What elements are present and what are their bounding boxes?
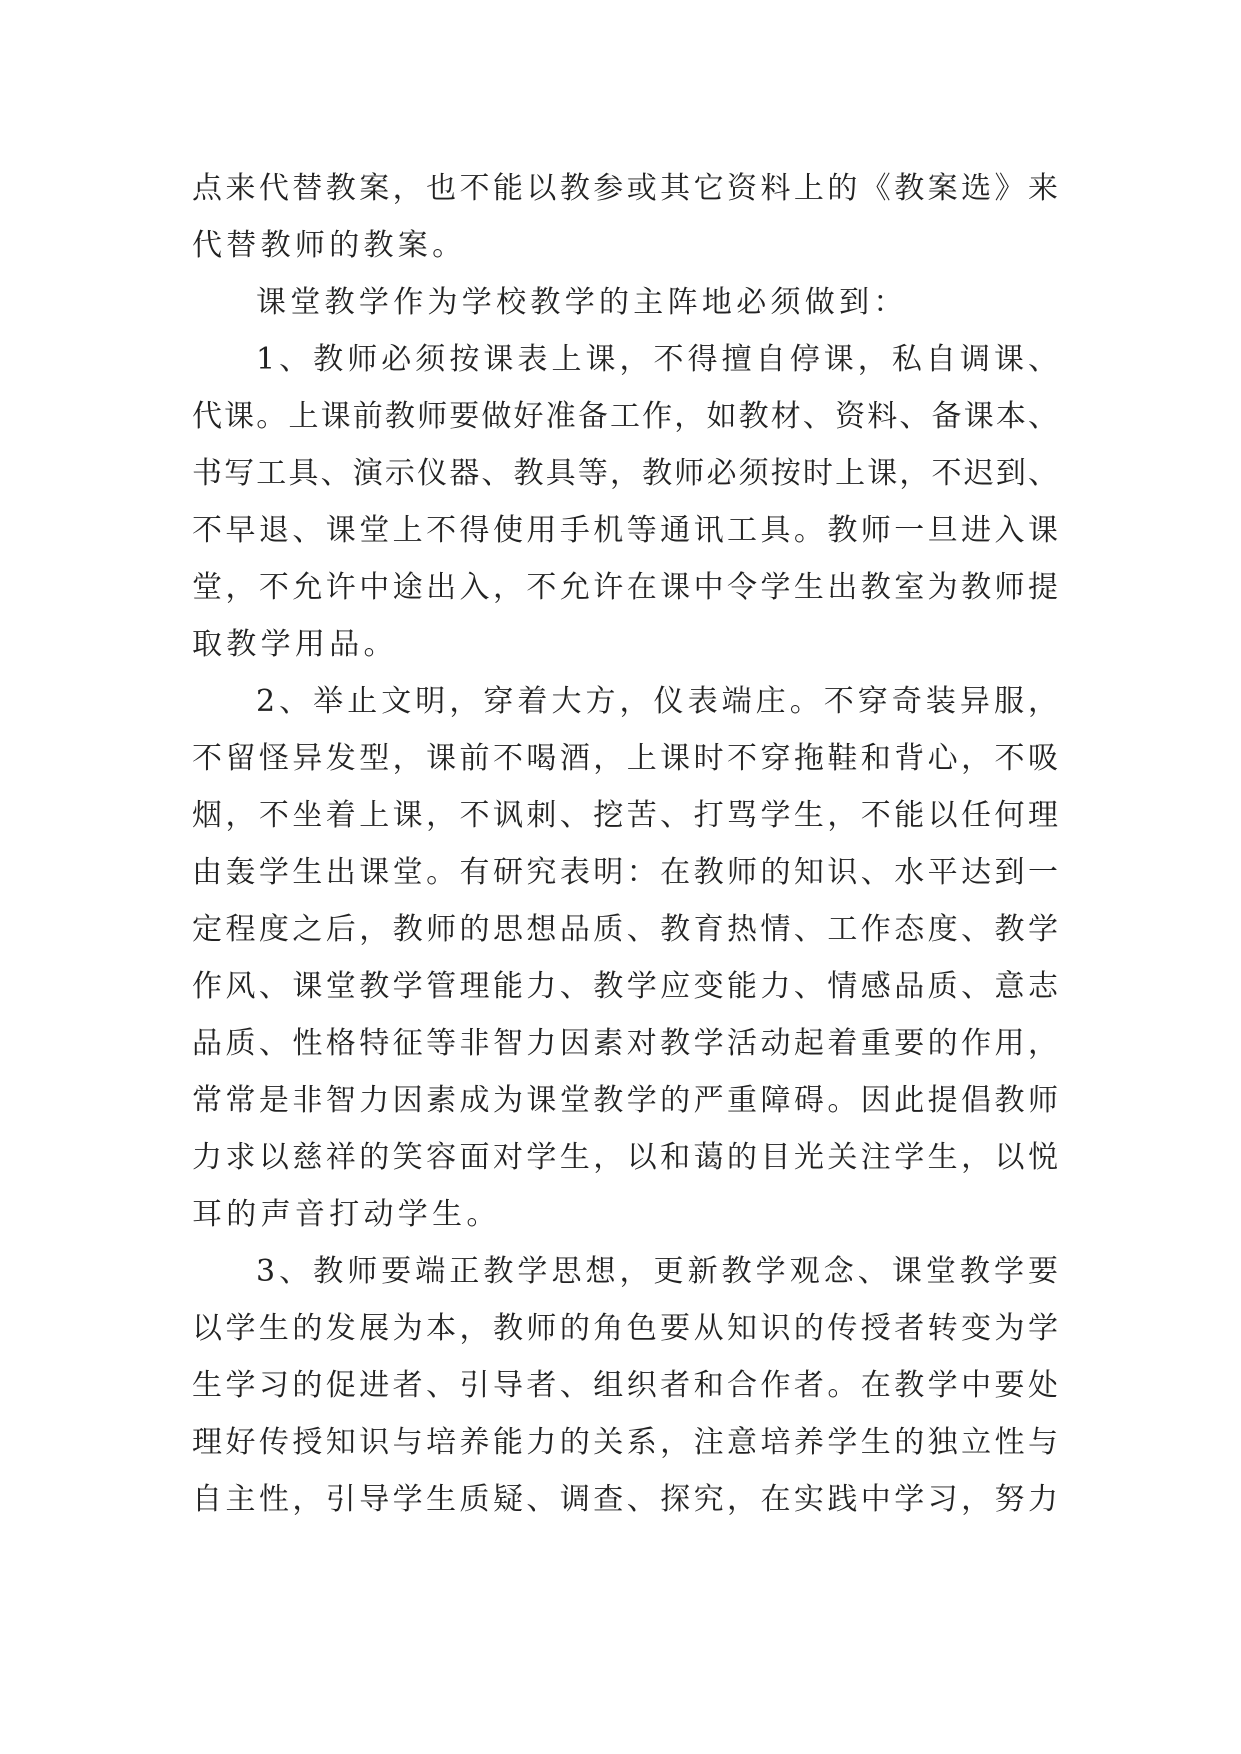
text-line: 堂，不允许中途出入，不允许在课中令学生出教室为教师提	[192, 570, 1058, 605]
body-text	[192, 160, 1058, 1528]
text-line: 由轰学生出课堂。有研究表明：在教师的知识、水平达到一	[192, 855, 1058, 890]
text-line: 点来代替教案，也不能以教参或其它资料上的《教案选》来	[192, 171, 1058, 206]
text-line: 代课。上课前教师要做好准备工作，如教材、资料、备课本、	[192, 399, 1058, 434]
list-item-1-line: 1、教师必须按课表上课，不得擅自停课，私自调课、	[256, 342, 1058, 377]
text-line: 取教学用品。	[192, 627, 398, 662]
text-line: 代替教师的教案。	[192, 228, 467, 263]
list-item-3-line: 3、教师要端正教学思想，更新教学观念、课堂教学要	[256, 1254, 1058, 1289]
text-line: 理好传授知识与培养能力的关系，注意培养学生的独立性与	[192, 1425, 1058, 1460]
text-line: 耳的声音打动学生。	[192, 1197, 501, 1232]
text-line: 定程度之后，教师的思想品质、教育热情、工作态度、教学	[192, 912, 1058, 947]
list-item-2-line: 2、举止文明，穿着大方，仪表端庄。不穿奇装异服，	[256, 684, 1058, 719]
text-line: 常常是非智力因素成为课堂教学的严重障碍。因此提倡教师	[192, 1083, 1058, 1118]
text-line: 作风、课堂教学管理能力、教学应变能力、情感品质、意志	[192, 969, 1058, 1004]
text-line: 力求以慈祥的笑容面对学生，以和蔼的目光关注学生，以悦	[192, 1140, 1058, 1175]
text-line: 书写工具、演示仪器、教具等，教师必须按时上课，不迟到、	[192, 456, 1058, 491]
text-line: 自主性，引导学生质疑、调查、探究，在实践中学习，努力	[192, 1482, 1058, 1517]
text-line: 不早退、课堂上不得使用手机等通讯工具。教师一旦进入课	[192, 513, 1058, 548]
text-line: 不留怪异发型，课前不喝酒，上课时不穿拖鞋和背心，不吸	[192, 741, 1058, 776]
text-line: 以学生的发展为本，教师的角色要从知识的传授者转变为学	[192, 1311, 1058, 1346]
text-line: 生学习的促进者、引导者、组织者和合作者。在教学中要处	[192, 1368, 1058, 1403]
text-line: 烟，不坐着上课，不讽刺、挖苦、打骂学生，不能以任何理	[192, 798, 1058, 833]
paragraph-heading: 课堂教学作为学校教学的主阵地必须做到：	[256, 285, 908, 320]
text-line: 品质、性格特征等非智力因素对教学活动起着重要的作用，	[192, 1026, 1058, 1061]
